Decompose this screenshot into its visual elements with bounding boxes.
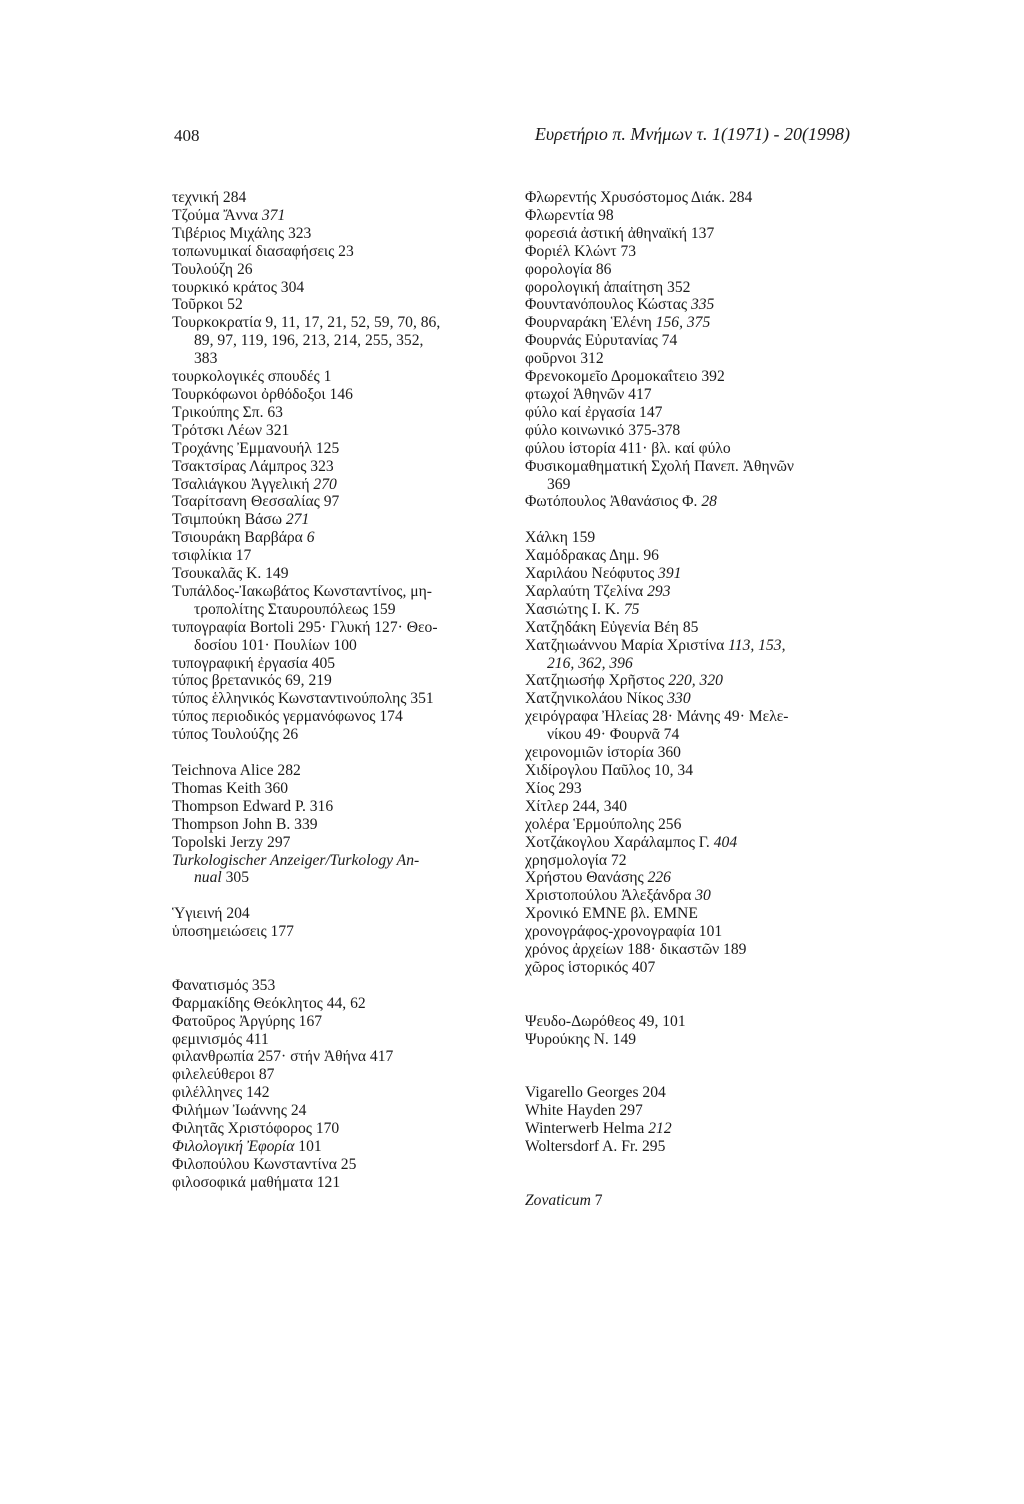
index-entry	[525, 1013, 855, 1031]
entry-text: Topolski Jerzy 297	[172, 833, 291, 851]
entry-text: φιλοσοφικά μαθήματα 121	[172, 1173, 341, 1191]
entry-text: Ὑγιεινή 204	[172, 905, 250, 923]
entry-text: χρόνος ἀρχείων 188· δικαστῶν 189	[525, 941, 747, 959]
index-entry	[172, 690, 502, 708]
entry-text: Φατοῦρος Ἀργύρης 167	[172, 1012, 323, 1030]
entry-text: Χατζηνικολάου Νίκος	[525, 690, 668, 708]
index-entry	[172, 1156, 502, 1174]
entry-text: Τρότσκι Λέων 321	[172, 421, 290, 439]
index-entry	[525, 941, 855, 959]
index-entry	[525, 1031, 855, 1049]
entry-text: Τσουκαλᾶς Κ. 149	[172, 565, 289, 583]
entry-text: χολέρα Ἑρμούπολης 256	[525, 815, 682, 833]
entry-text: φιλανθρωπία 257· στήν Ἀθήνα 417	[172, 1048, 394, 1066]
index-entry	[525, 816, 855, 834]
index-entry	[525, 619, 855, 637]
index-entry	[172, 1048, 502, 1066]
index-entry	[525, 547, 855, 565]
entry-text: νίκου 49· Φουρνᾶ 74	[547, 726, 680, 744]
index-entry	[525, 834, 855, 852]
index-entry	[525, 350, 855, 368]
entry-text: τυπογραφική ἐργασία 405	[172, 654, 336, 672]
entry-text: Φωτόπουλος Ἀθανάσιος Φ.	[525, 493, 702, 511]
entry-text: χρονογράφος-χρονογραφία 101	[525, 923, 723, 941]
entry-italic: 75	[623, 600, 640, 618]
index-column-left	[172, 189, 502, 1192]
entry-text: τουρκικό κράτος 304	[172, 278, 305, 296]
entry-text: Φοριέλ Κλώντ 73	[525, 242, 637, 260]
entry-text: φορολογία 86	[525, 260, 612, 278]
entry-text-suffix: 7	[590, 1191, 603, 1209]
index-entry	[172, 1013, 502, 1031]
index-entry	[172, 1102, 502, 1120]
entry-text: Τουρκοκρατία 9, 11, 17, 21, 52, 59, 70, 86,	[172, 314, 441, 332]
entry-text: Τσιουράκη Βαρβάρα	[172, 529, 307, 547]
entry-text: Teichnova Alice 282	[172, 761, 301, 779]
entry-italic: 335	[690, 296, 715, 314]
index-entry	[172, 547, 502, 565]
entry-text: Χαρλαύτη Τζελίνα	[525, 582, 648, 600]
index-entry	[525, 565, 855, 583]
index-entry	[172, 296, 502, 314]
index-entry	[172, 189, 502, 207]
entry-text: Χοτζάκογλου Χαράλαμπος Γ.	[525, 833, 714, 851]
index-entry	[172, 798, 502, 816]
entry-text: Χίος 293	[525, 779, 582, 797]
entry-text: Winterwerb Helma	[525, 1120, 649, 1138]
entry-text: Χαμόδρακας Δημ. 96	[525, 547, 659, 565]
entry-italic: 6	[306, 529, 315, 547]
index-entry	[525, 601, 855, 619]
entry-text: Φουρνάς Εὐρυτανίας 74	[525, 332, 678, 350]
entry-text: φοῦρνοι 312	[525, 350, 604, 368]
entry-text: τεχνική 284	[172, 189, 247, 206]
index-entry	[525, 1084, 855, 1102]
index-entry-continuation	[525, 655, 855, 673]
section-spacer	[525, 1156, 855, 1192]
section-spacer	[172, 941, 502, 977]
entry-text: Φουντανόπουλος Κώστας	[525, 296, 691, 314]
index-entry	[172, 368, 502, 386]
entry-text: φύλο κοινωνικό 375-378	[525, 421, 681, 439]
index-entry	[172, 458, 502, 476]
entry-italic: 371	[261, 206, 286, 224]
entry-text: τύπος ἑλληνικός Κωνσταντινούπολης 351	[172, 690, 434, 708]
entry-italic: 226	[647, 869, 671, 887]
index-entry	[172, 422, 502, 440]
index-entry-continuation	[525, 476, 855, 494]
index-entry	[525, 458, 855, 476]
index-entry	[172, 1174, 502, 1192]
index-entry	[172, 923, 502, 941]
index-entry-continuation	[172, 869, 502, 887]
section-spacer	[172, 744, 502, 762]
index-entry	[525, 959, 855, 977]
index-entry	[525, 332, 855, 350]
index-entry	[525, 780, 855, 798]
index-entry	[172, 619, 502, 637]
index-entry	[525, 493, 855, 511]
index-entry	[525, 905, 855, 923]
entry-text: Τουλούζη 26	[172, 260, 253, 278]
entry-text: δοσίου 101· Πουλίων 100	[194, 636, 357, 654]
index-entry	[525, 887, 855, 905]
index-entry	[172, 977, 502, 995]
index-entry	[172, 583, 502, 601]
entry-text: Vigarello Georges 204	[525, 1084, 666, 1102]
index-entry	[525, 261, 855, 279]
entry-text: Τρικούπης Σπ. 63	[172, 403, 283, 421]
entry-text: Χρονικό EMNE βλ. EMNE	[525, 905, 698, 923]
running-title: Ευρετήριο π. Μνήμων τ. 1(1971) - 20(1998)	[534, 124, 850, 144]
index-entry	[172, 565, 502, 583]
entry-text: φιλελεύθεροι 87	[172, 1066, 275, 1084]
entry-text: φορολογική ἀπαίτηση 352	[525, 278, 691, 296]
entry-text: χῶρος ἱστορικός 407	[525, 958, 656, 976]
entry-text: Φαρμακίδης Θεόκλητος 44, 62	[172, 994, 366, 1012]
index-entry	[525, 1138, 855, 1156]
entry-text: 383	[194, 350, 218, 368]
entry-text: Φρενοκομεῖο Δρομοκαΐτειο 392	[525, 368, 725, 386]
index-entry	[172, 852, 502, 870]
entry-text: Τσαλιάγκου Ἀγγελική	[172, 475, 314, 493]
entry-text: Φιλητᾶς Χριστόφορος 170	[172, 1120, 340, 1138]
entry-text: Τοῦρκοι 52	[172, 296, 243, 314]
entry-italic: 404	[713, 833, 738, 851]
index-entry	[172, 672, 502, 690]
entry-text: Τουρκόφωνοι ὀρθόδοξοι 146	[172, 385, 353, 403]
entry-italic: Φιλολογική Ἐφορία	[172, 1137, 295, 1155]
entry-text: Χίτλερ 244, 340	[525, 797, 628, 815]
entry-text: Thomas Keith 360	[172, 779, 289, 797]
entry-text: φτωχοί Ἀθηνῶν 417	[525, 385, 652, 403]
entry-italic: 28	[701, 493, 717, 511]
index-entry	[525, 690, 855, 708]
entry-text: Ψυρούκης Ν. 149	[525, 1030, 637, 1048]
entry-text: φύλο καί ἐργασία 147	[525, 403, 663, 421]
section-spacer	[525, 1048, 855, 1084]
entry-text: τουρκολογικές σπουδές 1	[172, 368, 332, 386]
index-entry	[172, 386, 502, 404]
entry-text: Χάλκη 159	[525, 529, 596, 547]
index-entry	[172, 726, 502, 744]
entry-text: χρησμολογία 72	[525, 851, 627, 869]
entry-text: Thompson Edward P. 316	[172, 797, 334, 815]
entry-text: ὑποσημειώσεις 177	[172, 923, 294, 941]
entry-text: Φανατισμός 353	[172, 976, 276, 994]
index-entry-continuation	[172, 637, 502, 655]
entry-text: Χατζηδάκη Εὐγενία Βέη 85	[525, 618, 699, 636]
entry-text: Τζούμα Ἄννα	[172, 206, 262, 224]
page-number: 408	[174, 126, 200, 145]
entry-text: τυπογραφία Bortoli 295· Γλυκή 127· Θεο-	[172, 618, 438, 636]
entry-italic: 391	[658, 565, 682, 583]
entry-text: τύπος βρετανικός 69, 219	[172, 672, 332, 690]
index-entry	[172, 511, 502, 529]
index-entry	[525, 798, 855, 816]
entry-text: Ψευδο-Δωρόθεος 49, 101	[525, 1012, 686, 1030]
index-entry	[525, 529, 855, 547]
entry-text: Woltersdorf A. Fr. 295	[525, 1137, 666, 1155]
index-entry	[172, 1066, 502, 1084]
entry-italic: 220, 320	[668, 672, 723, 690]
index-entry	[172, 243, 502, 261]
index-entry	[525, 1120, 855, 1138]
index-entry	[525, 583, 855, 601]
index-column-right	[525, 189, 855, 1210]
entry-italic: 113, 153,	[728, 636, 786, 654]
index-entry	[525, 386, 855, 404]
entry-text: Χριστοπούλου Ἀλεξάνδρα	[525, 887, 696, 905]
entry-italic: 270	[313, 475, 337, 493]
index-entry	[172, 1031, 502, 1049]
index-entry	[172, 780, 502, 798]
index-entry	[525, 243, 855, 261]
entry-text: τύπος περιοδικός γερμανόφωνος 174	[172, 708, 403, 726]
entry-text: Τιβέριος Μιχάλης 323	[172, 224, 312, 242]
entry-text: χειρονομιῶν ἱστορία 360	[525, 744, 681, 762]
entry-text: Τυπάλδος-Ἰακωβάτος Κωνσταντίνος, μη-	[172, 582, 432, 600]
entry-text: χειρόγραφα Ἠλείας 28· Μάνης 49· Μελε-	[525, 708, 789, 726]
index-entry	[172, 440, 502, 458]
section-spacer	[172, 887, 502, 905]
entry-text: Χαριλάου Νεόφυτος	[525, 565, 659, 583]
index-entry	[172, 404, 502, 422]
entry-italic: 212	[648, 1120, 672, 1138]
entry-italic: 293	[647, 582, 671, 600]
entry-italic: 216, 362, 396	[547, 654, 633, 672]
entry-text: φορεσιά ἀστική ἀθηναϊκή 137	[525, 224, 715, 242]
index-entry-continuation	[525, 726, 855, 744]
entry-text: Φιλοπούλου Κωνσταντίνα 25	[172, 1155, 357, 1173]
entry-italic: 271	[285, 511, 310, 529]
index-entry	[525, 207, 855, 225]
index-entry	[172, 816, 502, 834]
entry-text: Τροχάνης Ἐμμανουήλ 125	[172, 439, 340, 457]
index-entry	[525, 744, 855, 762]
index-entry	[525, 314, 855, 332]
entry-text: φύλου ἱστορία 411· βλ. καί φύλο	[525, 439, 731, 457]
entry-text: 369	[547, 475, 571, 493]
index-entry	[172, 207, 502, 225]
entry-text: Thompson John B. 339	[172, 815, 318, 833]
entry-text: Χρήστου Θανάσης	[525, 869, 648, 887]
entry-italic: nual	[194, 869, 222, 887]
index-entry	[525, 404, 855, 422]
section-spacer	[525, 977, 855, 1013]
entry-italic: 156, 375	[655, 314, 711, 332]
entry-text: Χατζηιωάννου Μαρία Χριστίνα	[525, 636, 729, 654]
entry-text: Φουρναράκη Ἑλένη	[525, 314, 656, 332]
index-entry	[172, 1084, 502, 1102]
index-entry	[525, 1102, 855, 1120]
index-entry	[172, 995, 502, 1013]
index-entry-continuation	[172, 350, 502, 368]
entry-text-suffix: 305	[221, 869, 250, 887]
entry-text: Φλωρεντής Χρυσόστομος Διάκ. 284	[525, 189, 753, 206]
entry-text: Χιδίρογλου Παῦλος 10, 34	[525, 761, 694, 779]
index-entry	[525, 189, 855, 207]
entry-text: τσιφλίκια 17	[172, 547, 252, 565]
entry-text-suffix: 101	[294, 1137, 322, 1155]
index-entry	[525, 440, 855, 458]
index-entry	[172, 708, 502, 726]
index-entry	[172, 762, 502, 780]
index-entry	[525, 279, 855, 297]
index-entry	[172, 261, 502, 279]
entry-text: τύπος Τουλούζης 26	[172, 726, 299, 744]
index-entry	[525, 762, 855, 780]
entry-italic: 30	[695, 887, 711, 905]
entry-italic: Zovaticum	[525, 1191, 591, 1209]
index-entry	[172, 1138, 502, 1156]
index-entry	[525, 637, 855, 655]
entry-text: Χασιώτης Ι. Κ.	[525, 600, 624, 618]
index-entry	[172, 529, 502, 547]
index-entry-continuation	[172, 601, 502, 619]
entry-text: Φιλήμων Ἰωάννης 24	[172, 1102, 307, 1120]
entry-text: Τσαρίτσανη Θεσσαλίας 97	[172, 493, 340, 511]
index-entry	[172, 279, 502, 297]
entry-text: White Hayden 297	[525, 1102, 643, 1120]
entry-italic: 330	[667, 690, 691, 708]
entry-text: φεμινισμός 411	[172, 1030, 269, 1048]
index-entry	[172, 476, 502, 494]
index-entry	[172, 905, 502, 923]
entry-text: Φλωρεντία 98	[525, 206, 614, 224]
entry-text: τοπωνυμικαί διασαφήσεις 23	[172, 242, 354, 260]
index-entry	[525, 1192, 855, 1210]
index-entry-continuation	[172, 332, 502, 350]
entry-text: Τσακτσίρας Λάμπρος 323	[172, 457, 334, 475]
index-entry	[525, 923, 855, 941]
index-entry	[525, 869, 855, 887]
entry-text: 89, 97, 119, 196, 213, 214, 255, 352,	[194, 332, 424, 350]
index-entry	[172, 834, 502, 852]
entry-text: τροπολίτης Σταυρουπόλεως 159	[194, 600, 396, 618]
entry-text: Τσιμπούκη Βάσω	[172, 511, 286, 529]
index-entry	[172, 655, 502, 673]
index-entry	[525, 296, 855, 314]
entry-text: Φυσικομαθηματική Σχολή Πανεπ. Ἀθηνῶν	[525, 457, 794, 475]
index-entry	[172, 1120, 502, 1138]
index-entry	[525, 708, 855, 726]
entry-text: φιλέλληνες 142	[172, 1084, 270, 1102]
index-entry	[172, 493, 502, 511]
entry-text: Χατζηιωσήφ Χρῆστος	[525, 672, 669, 690]
index-entry	[525, 225, 855, 243]
index-entry	[525, 422, 855, 440]
index-entry	[525, 368, 855, 386]
index-entry	[172, 225, 502, 243]
index-entry	[525, 852, 855, 870]
index-entry	[525, 672, 855, 690]
section-spacer	[525, 511, 855, 529]
entry-italic: Turkologischer Anzeiger/Turkology An-	[172, 851, 420, 869]
index-entry	[172, 314, 502, 332]
